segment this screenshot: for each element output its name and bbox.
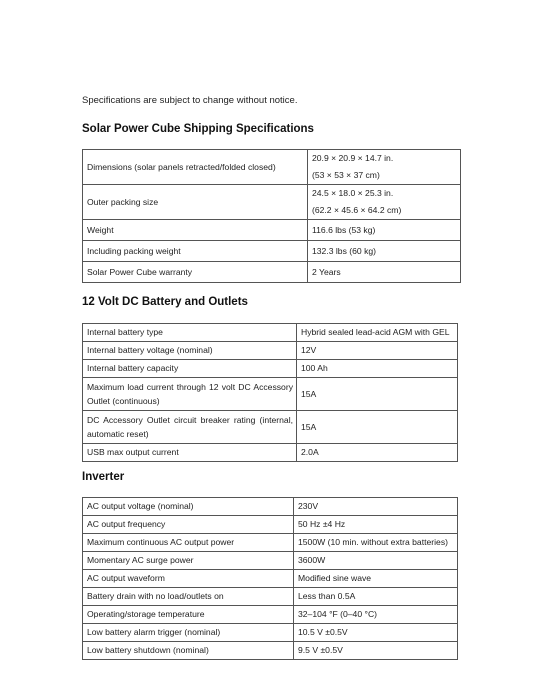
table-row xyxy=(83,324,458,342)
section-heading-battery: 12 Volt DC Battery and Outlets xyxy=(82,296,248,308)
spec-label: Internal battery voltage (nominal) xyxy=(83,342,297,360)
spec-label: Including packing weight xyxy=(83,241,308,262)
spec-label: Internal battery capacity xyxy=(83,360,297,378)
spec-value: Hybrid sealed lead-acid AGM with GEL xyxy=(297,324,458,342)
table-row xyxy=(83,262,461,283)
spec-value: 9.5 V ±0.5V xyxy=(294,642,458,660)
spec-label: Momentary AC surge power xyxy=(83,552,294,570)
table-row xyxy=(83,360,458,378)
table-row xyxy=(83,498,458,516)
spec-value: 10.5 V ±0.5V xyxy=(294,624,458,642)
spec-label: Maximum load current through 12 volt DC Accessory Outlet (continuous) xyxy=(83,378,297,411)
table-row xyxy=(83,185,461,220)
table-row xyxy=(83,534,458,552)
spec-value: 116.6 lbs (53 kg) xyxy=(308,220,461,241)
notice-text: Specifications are subject to change without notice. xyxy=(82,95,298,106)
spec-value: 2.0A xyxy=(297,444,458,462)
spec-label: Maximum continuous AC output power xyxy=(83,534,294,552)
spec-label: AC output waveform xyxy=(83,570,294,588)
spec-value: 32–104 °F (0–40 °C) xyxy=(294,606,458,624)
spec-value-line: (53 × 53 × 37 cm) xyxy=(312,170,380,180)
section-heading-shipping: Solar Power Cube Shipping Specifications xyxy=(82,123,314,135)
spec-value: 1500W (10 min. without extra batteries) xyxy=(294,534,458,552)
spec-value: Modified sine wave xyxy=(294,570,458,588)
inverter-specs-table xyxy=(82,497,458,660)
spec-value: 2 Years xyxy=(308,262,461,283)
spec-label: Outer packing size xyxy=(83,185,308,220)
table-row xyxy=(83,588,458,606)
table-row xyxy=(83,642,458,660)
spec-value-line: (62.2 × 45.6 × 64.2 cm) xyxy=(312,205,402,215)
table-row xyxy=(83,220,461,241)
table-row xyxy=(83,378,458,411)
spec-label: Low battery shutdown (nominal) xyxy=(83,642,294,660)
table-row xyxy=(83,411,458,444)
spec-value: 15A xyxy=(297,411,458,444)
spec-value xyxy=(308,150,461,185)
table-row xyxy=(83,606,458,624)
spec-label: DC Accessory Outlet circuit breaker rating (internal, automatic reset) xyxy=(83,411,297,444)
table-row xyxy=(83,150,461,185)
spec-value: Less than 0.5A xyxy=(294,588,458,606)
spec-value-line: 24.5 × 18.0 × 25.3 in. xyxy=(312,188,394,198)
spec-value: 230V xyxy=(294,498,458,516)
spec-label: Low battery alarm trigger (nominal) xyxy=(83,624,294,642)
table-row xyxy=(83,444,458,462)
section-heading-inverter: Inverter xyxy=(82,471,125,483)
spec-value-line: 20.9 × 20.9 × 14.7 in. xyxy=(312,153,394,163)
spec-value: 3600W xyxy=(294,552,458,570)
spec-label: Battery drain with no load/outlets on xyxy=(83,588,294,606)
spec-label: Weight xyxy=(83,220,308,241)
table-row xyxy=(83,241,461,262)
spec-value: 132.3 lbs (60 kg) xyxy=(308,241,461,262)
spec-value: 15A xyxy=(297,378,458,411)
table-row xyxy=(83,570,458,588)
spec-label: USB max output current xyxy=(83,444,297,462)
table-row xyxy=(83,342,458,360)
spec-value: 100 Ah xyxy=(297,360,458,378)
spec-label: Solar Power Cube warranty xyxy=(83,262,308,283)
table-row xyxy=(83,516,458,534)
table-row xyxy=(83,552,458,570)
spec-value: 12V xyxy=(297,342,458,360)
spec-label: AC output frequency xyxy=(83,516,294,534)
battery-specs-table xyxy=(82,323,458,462)
spec-value: 50 Hz ±4 Hz xyxy=(294,516,458,534)
table-row xyxy=(83,624,458,642)
shipping-specs-table xyxy=(82,149,461,283)
spec-label: AC output voltage (nominal) xyxy=(83,498,294,516)
spec-label: Operating/storage temperature xyxy=(83,606,294,624)
spec-value xyxy=(308,185,461,220)
spec-label: Internal battery type xyxy=(83,324,297,342)
spec-label: Dimensions (solar panels retracted/folded closed) xyxy=(83,150,308,185)
